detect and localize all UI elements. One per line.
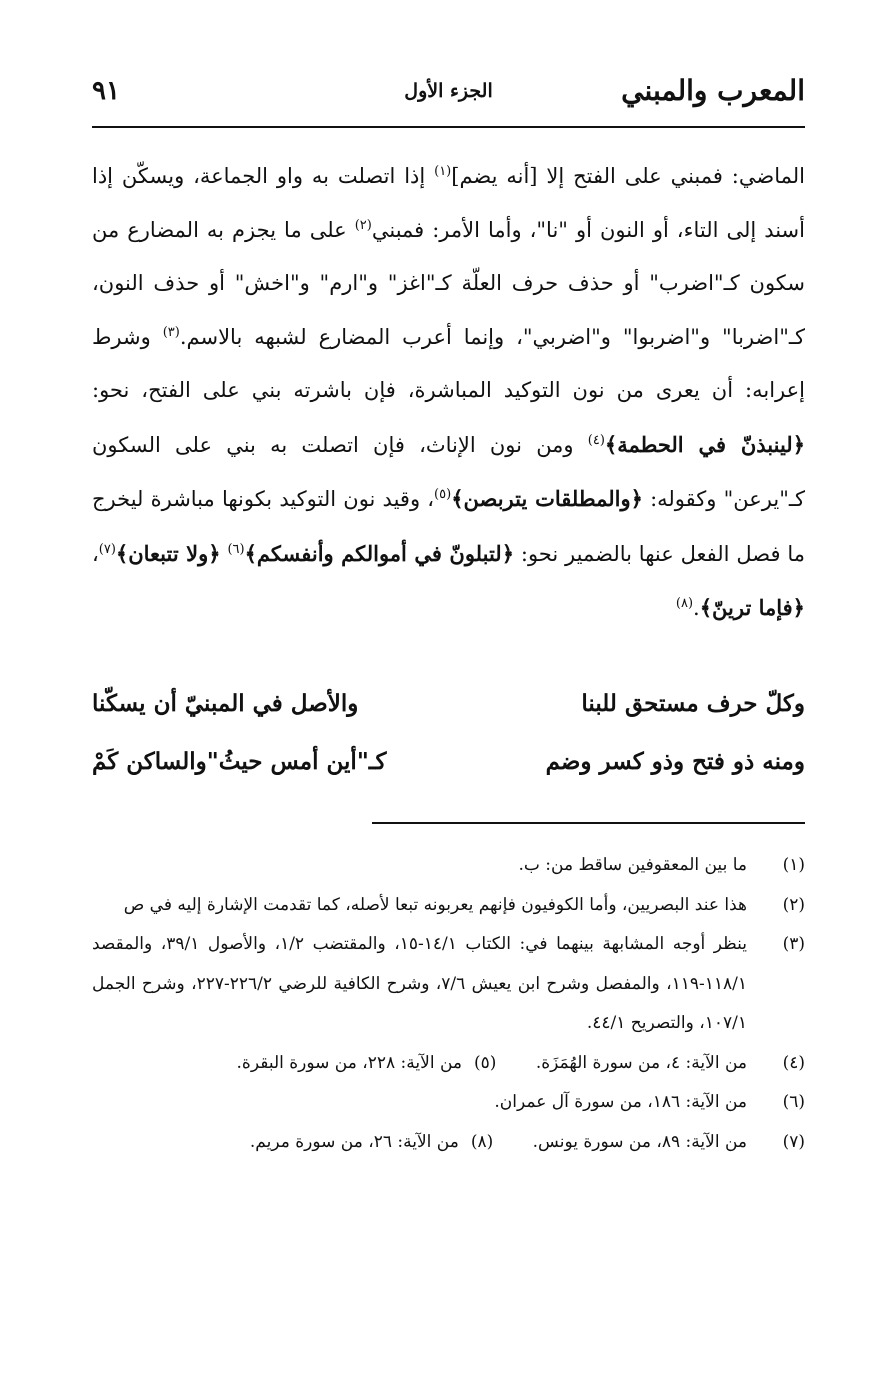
footnote-number: (٦) xyxy=(782,1092,805,1112)
footnote-text: من الآية: ١٨٦، من سورة آل عمران. xyxy=(494,1092,747,1112)
footnote-number-inline: (٥) xyxy=(474,1052,497,1073)
quran-quote: ﴿والمطلقات يتربصن﴾ xyxy=(451,486,643,511)
verse-line xyxy=(92,748,805,788)
footnote xyxy=(92,1083,805,1123)
footnote-text: ينظر أوجه المشابهة بينهما في: الكتاب ١٤/١-١٥، والمقتضب ١/٢، والأصول ٣٩/١، والمقصد ١١٨/١-١١٩، والمفصل وشرح ابن يعيش ٧/٦، وشرح الكافية للرضي ٢٢٦/٢-٢٢٧، وشرح الجمل ١٠٧/١، والتصريح ٤٤/١. xyxy=(92,934,747,1033)
footnote-text: ما بين المعقوفين ساقط من: ب. xyxy=(518,855,747,875)
footnote-number xyxy=(237,1053,497,1073)
part-title: الجزء الأول xyxy=(404,80,493,102)
footnote xyxy=(92,1123,805,1163)
footnote-text: من الآية: ٢٦، من سورة مريم. xyxy=(249,1131,459,1152)
footnote-ref: (٥) xyxy=(434,487,452,502)
footnote-ref: (١) xyxy=(434,164,452,179)
verse-first-hemistich: وكلّ حرف مستحق للبنا xyxy=(581,690,805,717)
footnote-number: (٤) xyxy=(782,1052,805,1073)
text-run: على ما يجزم به المضارع من سكون كـ"اضرب" أو حذف حرف العلّة كـ"اغز" و"ارم" و"اخش" أو حذف النون، كـ"اضربا" و"اضربوا" و"اضربي"، وإنما أعرب المضارع لشبهه بالاسم. xyxy=(92,217,805,349)
footnote xyxy=(92,886,805,926)
text-run: إذا اتصلت به واو الجماعة، ويسكّن إذا أسند إلى التاء، أو النون أو "نا"، وأما الأمر: فمبني xyxy=(92,164,805,242)
footnote-text: من الآية: ٤، من سورة الهُمَزَة. xyxy=(535,1052,747,1073)
footnote-number: (١) xyxy=(782,855,805,875)
footnote-text: من الآية: ٢٢٨، من سورة البقرة. xyxy=(236,1052,463,1073)
footnote xyxy=(92,1044,805,1084)
main-paragraph xyxy=(92,150,805,636)
footnote-number: (٢) xyxy=(782,894,805,915)
footnote-ref: (٢) xyxy=(354,217,372,233)
header-rule xyxy=(92,126,805,128)
quran-quote: ﴿ولا تتبعان﴾ xyxy=(115,540,221,566)
text-run: ومن نون الإناث، فإن اتصلت به بني على السكون كـ"يرعن" وكقوله: xyxy=(92,432,806,511)
footnote-number-inline: (٨) xyxy=(470,1131,494,1152)
footnote-ref: (٧) xyxy=(98,541,116,557)
page-number: ٩١ xyxy=(92,76,120,106)
footnote-ref: (٤) xyxy=(587,432,605,448)
verse-second-hemistich: كـ"أين أمس حيثُ"والساكن كَمْ xyxy=(92,748,387,775)
verse-second-hemistich: والأصل في المبنيّ أن يسكّنا xyxy=(92,690,359,717)
footnotes xyxy=(92,846,805,1162)
footnote-separator xyxy=(372,822,805,824)
text-run: وشرط إعرابه: أن يعرى من نون التوكيد المباشرة، فإن باشرته بني على الفتح، نحو: xyxy=(92,324,805,402)
text-run: ، وقيد نون التوكيد بكونها مباشرة ليخرج ما فصل الفعل عنها بالضمير نحو: xyxy=(92,487,805,566)
book-title: المعرب والمبني xyxy=(621,74,805,107)
footnote-ref: (٦) xyxy=(227,541,245,557)
verse-line xyxy=(92,690,805,730)
quran-quote: ﴿لتبلونّ في أموالكم وأنفسكم﴾ xyxy=(244,540,515,566)
footnote-number: (٣) xyxy=(782,934,805,954)
text-run: . xyxy=(693,596,700,620)
footnote xyxy=(92,846,805,886)
footnote-number: (٧) xyxy=(782,1131,805,1152)
quran-quote: ﴿لينبذنّ في الحطمة﴾ xyxy=(604,431,806,457)
verse-first-hemistich: ومنه ذو فتح وذو كسر وضم xyxy=(545,748,805,775)
footnote-number xyxy=(250,1132,493,1152)
footnote-text: من الآية: ٨٩، من سورة يونس. xyxy=(532,1131,747,1152)
running-header xyxy=(92,74,805,122)
main-text xyxy=(92,150,805,636)
footnote xyxy=(92,925,805,1044)
footnote-ref: (٣) xyxy=(162,324,180,340)
footnote-ref: (٨) xyxy=(675,596,694,611)
footnote-text: هذا عند البصريين، وأما الكوفيون فإنهم يعربونه تبعا لأصله، كما تقدمت الإشارة إليه في ص xyxy=(123,894,747,915)
text-run: الماضي: فمبني على الفتح إلا [أنه يضم] xyxy=(451,164,805,188)
text-run: ، xyxy=(92,541,99,566)
quran-quote: ﴿فإما ترينّ﴾ xyxy=(699,595,805,620)
